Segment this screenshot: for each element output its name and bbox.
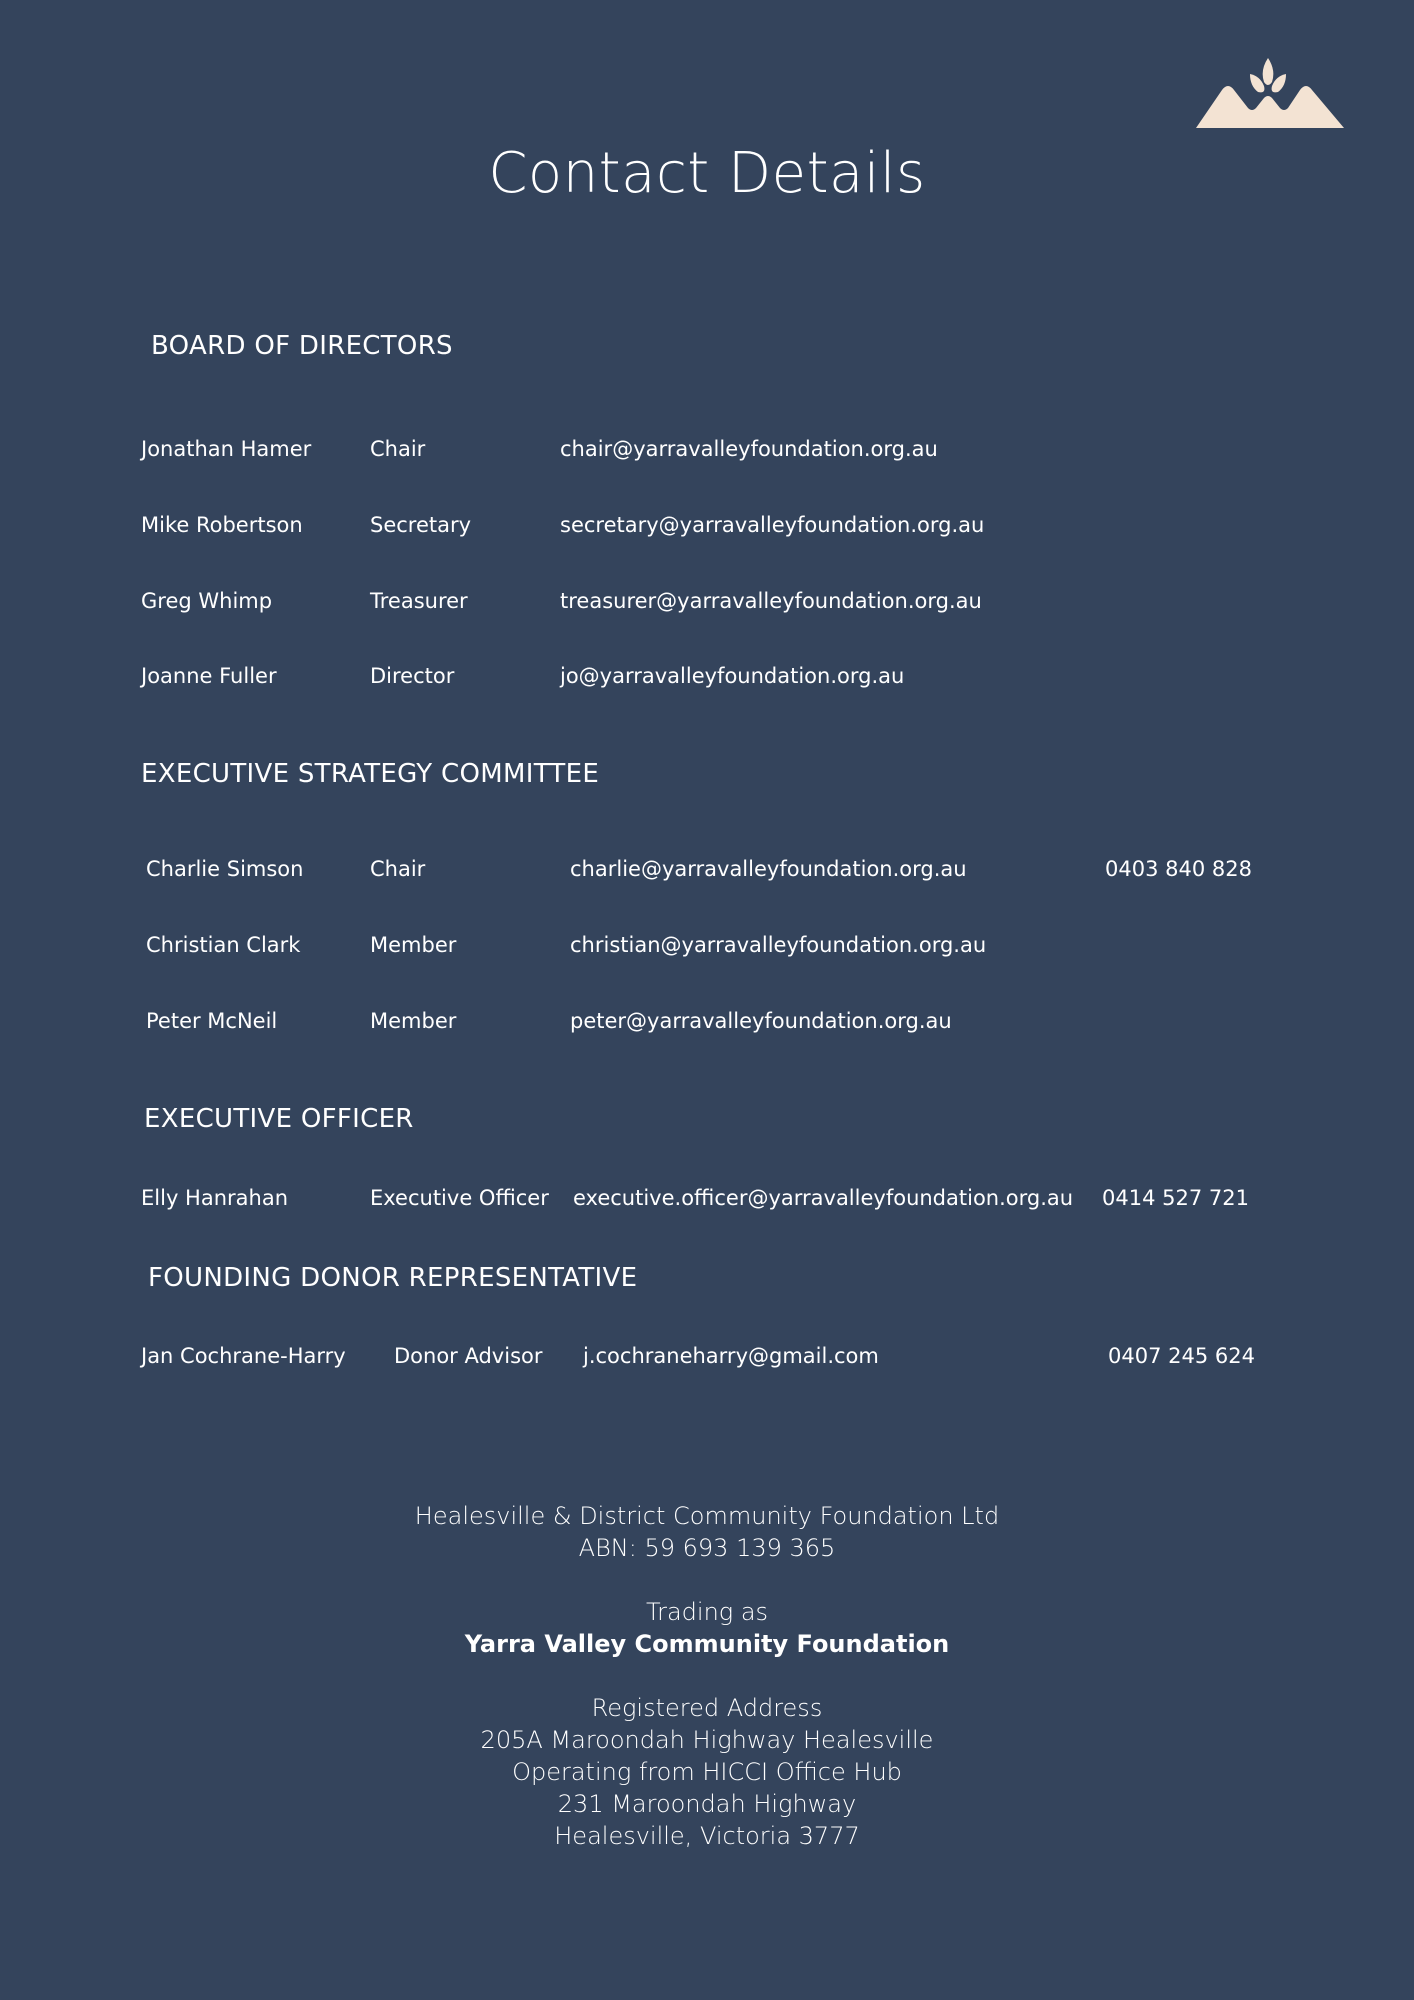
donor-heading: FOUNDING DONOR REPRESENTATIVE <box>148 1263 638 1293</box>
committee-heading: EXECUTIVE STRATEGY COMMITTEE <box>141 759 600 789</box>
footer-trading-as: Trading as <box>645 1598 769 1626</box>
committee-name: Christian Clark <box>146 933 301 957</box>
footer-registered-label: Registered Address <box>591 1694 823 1722</box>
footer-address-line3: Healesville, Victoria 3777 <box>554 1822 860 1850</box>
committee-email-link[interactable]: christian@yarravalleyfoundation.org.au <box>570 933 987 957</box>
committee-name: Charlie Simson <box>146 857 304 881</box>
board-heading: BOARD OF DIRECTORS <box>151 331 453 361</box>
board-name: Greg Whimp <box>141 589 273 613</box>
donor-name: Jan Cochrane-Harry <box>141 1344 346 1368</box>
board-name: Jonathan Hamer <box>141 437 312 461</box>
donor-role: Donor Advisor <box>394 1344 543 1368</box>
mountain-leaf-icon <box>1196 56 1344 130</box>
committee-role: Member <box>370 933 457 957</box>
footer-trading-name: Yarra Valley Community Foundation <box>464 1630 950 1658</box>
officer-name: Elly Hanrahan <box>141 1186 288 1210</box>
board-role: Secretary <box>370 513 472 537</box>
committee-name: Peter McNeil <box>146 1009 278 1033</box>
footer-address-line1: 205A Maroondah Highway Healesville <box>480 1726 934 1754</box>
committee-email-link[interactable]: charlie@yarravalleyfoundation.org.au <box>570 857 967 881</box>
board-email-link[interactable]: jo@yarravalleyfoundation.org.au <box>560 664 905 688</box>
committee-email-link[interactable]: peter@yarravalleyfoundation.org.au <box>570 1009 952 1033</box>
committee-role: Member <box>370 1009 457 1033</box>
board-role: Chair <box>370 437 426 461</box>
board-email-link[interactable]: secretary@yarravalleyfoundation.org.au <box>560 513 985 537</box>
officer-role: Executive Officer <box>370 1186 549 1210</box>
page-title: Contact Details <box>488 141 926 206</box>
committee-phone: 0403 840 828 <box>1105 857 1252 881</box>
officer-phone: 0414 527 721 <box>1102 1186 1249 1210</box>
officer-heading: EXECUTIVE OFFICER <box>144 1104 414 1134</box>
footer-operating-from: Operating from HICCI Office Hub <box>512 1758 902 1786</box>
board-email-link[interactable]: treasurer@yarravalleyfoundation.org.au <box>560 589 982 613</box>
committee-role: Chair <box>370 857 426 881</box>
footer-company: Healesville & District Community Foundation Ltd <box>414 1502 1000 1530</box>
footer-address-line2: 231 Maroondah Highway <box>557 1790 857 1818</box>
board-name: Mike Robertson <box>141 513 303 537</box>
board-role: Treasurer <box>370 589 468 613</box>
board-role: Director <box>370 664 455 688</box>
donor-email-link[interactable]: j.cochraneharry@gmail.com <box>583 1344 879 1368</box>
donor-phone: 0407 245 624 <box>1108 1344 1255 1368</box>
officer-email-link[interactable]: executive.officer@yarravalleyfoundation.org.au <box>573 1186 1074 1210</box>
footer-abn: ABN: 59 693 139 365 <box>578 1534 836 1562</box>
board-name: Joanne Fuller <box>141 664 277 688</box>
board-email-link[interactable]: chair@yarravalleyfoundation.org.au <box>560 437 938 461</box>
